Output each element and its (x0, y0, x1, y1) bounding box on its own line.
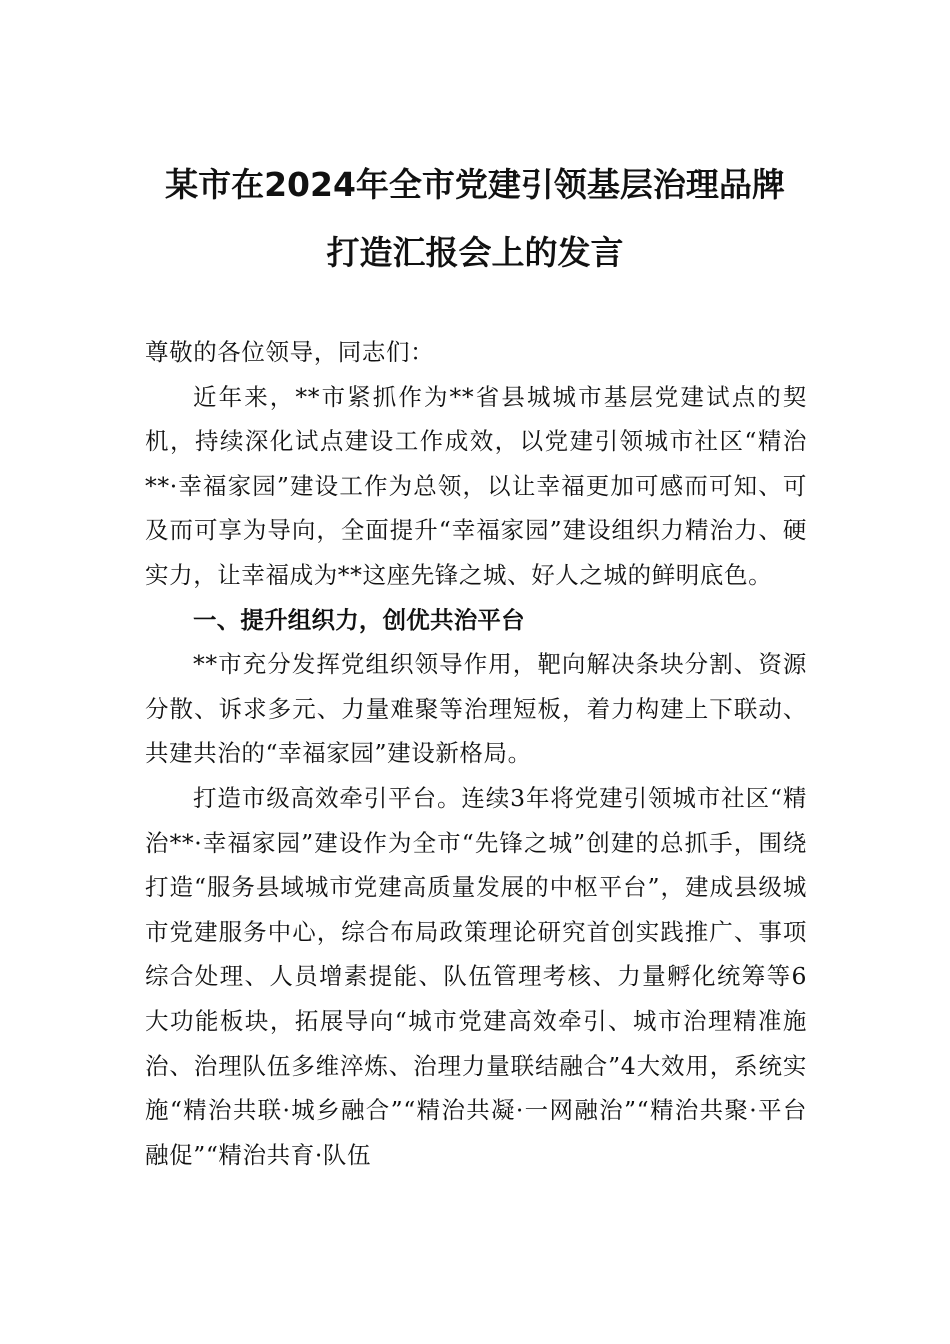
section-1-paragraph-2: 打造市级高效牵引平台。连续3年将党建引领城市社区“精治**·幸福家园”建设作为全市“先锋之城”创建的总抓手，围绕打造“服务县域城市党建高质量发展的中枢平台”，建成县级城市党建服务中心，综合布局政策理论研究首创实践推广、事项综合处理、人员增素提能、队伍管理考核、力量孵化统筹等6大功能板块，拓展导向“城市党建高效牵引、城市治理精准施治、治理队伍多维淬炼、治理力量联结融合”4大效用，系统实施“精治共联·城乡融合”“精治共凝·一网融治”“精治共聚·平台融促”“精治共育·队伍 (145, 783, 807, 1169)
section-heading-1: 一、提升组织力，创优共治平台 (193, 605, 525, 634)
document-title-line-2: 打造汇报会上的发言 (326, 233, 624, 272)
document-title-line-1: 某市在2024年全市党建引领基层治理品牌 (165, 165, 785, 204)
document-body (145, 330, 807, 1177)
section-1-paragraph-1: **市充分发挥党组织领导作用，靶向解决条块分割、资源分散、诉求多元、力量难聚等治理短板，着力构建上下联动、共建共治的“幸福家园”建设新格局。 (145, 650, 807, 768)
salutation: 尊敬的各位领导，同志们： (145, 338, 435, 366)
intro-paragraph: 近年来，**市紧抓作为**省县城城市基层党建试点的契机，持续深化试点建设工作成效，以党建引领城市社区“精治**·幸福家园”建设工作为总领，以让幸福更加可感而可知、可及而可享为导向，全面提升“幸福家园”建设组织力精治力、硬实力，让幸福成为**这座先锋之城、好人之城的鲜明底色。 (145, 382, 807, 589)
